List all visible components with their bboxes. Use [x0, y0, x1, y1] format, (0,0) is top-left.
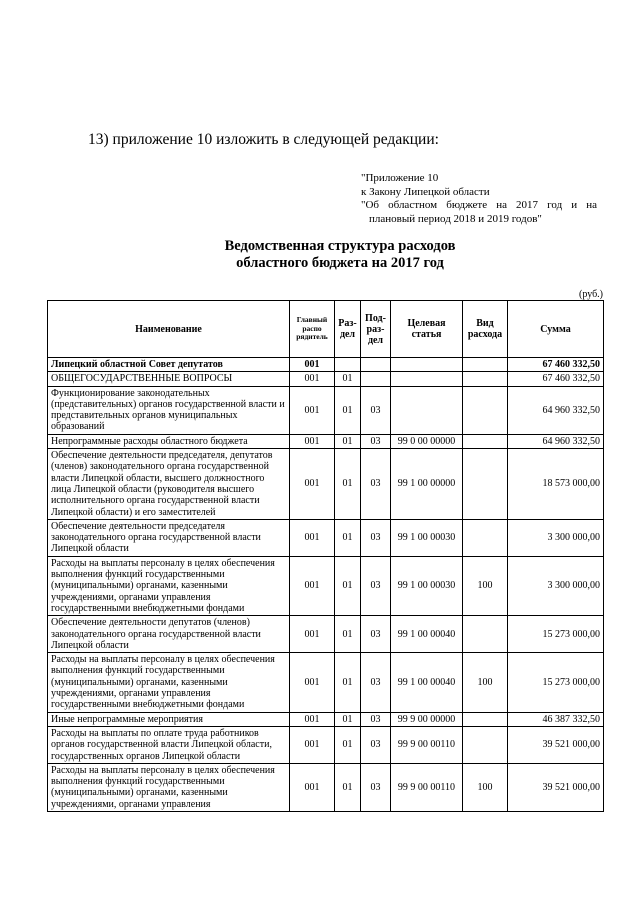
cell-section: 01 — [335, 386, 361, 434]
cell-subsection: 03 — [361, 519, 391, 556]
cell-name: Расходы на выплаты персоналу в целях обеспечения выполнения функций государственными (муниципальными) органами, казенными учреждениями, органами управления — [48, 763, 290, 811]
cell-article — [391, 358, 463, 372]
cell-name: Расходы на выплаты персоналу в целях обеспечения выполнения функций государственными (муниципальными) органами, казенными учреждениями, органами управления государственными внебюджетными фондами — [48, 556, 290, 615]
cell-expense-type: 100 — [463, 763, 508, 811]
document-title — [150, 238, 530, 272]
cell-article: 99 1 00 00040 — [391, 616, 463, 653]
table-row — [48, 616, 604, 653]
title-line-2: областного бюджета на 2017 год — [236, 255, 444, 271]
cell-subsection — [361, 372, 391, 386]
table-row — [48, 386, 604, 434]
cell-sum: 3 300 000,00 — [508, 556, 604, 615]
cell-subsection — [361, 358, 391, 372]
cell-article: 99 0 00 00000 — [391, 434, 463, 448]
cell-name: Липецкий областной Совет депутатов — [48, 358, 290, 372]
cell-name: Обеспечение деятельности депутатов (членов) законодательного органа государственной власти Липецкой области — [48, 616, 290, 653]
cell-sum: 15 273 000,00 — [508, 616, 604, 653]
cell-name: Иные непрограммные мероприятия — [48, 712, 290, 726]
table-header-row — [48, 301, 604, 358]
cell-sum: 46 387 332,50 — [508, 712, 604, 726]
cell-name: Обеспечение деятельности председателя, депутатов (членов) законодательного органа государственной власти Липецкой области, высшего должностного лица Липецкой области (руководителя высшего исполнительного органа государственной власти Липецкой области) и его заместителей — [48, 449, 290, 520]
cell-expense-type — [463, 434, 508, 448]
cell-sum: 67 460 332,50 — [508, 372, 604, 386]
cell-sum: 64 960 332,50 — [508, 434, 604, 448]
cell-manager: 001 — [290, 386, 335, 434]
cell-article: 99 1 00 00040 — [391, 653, 463, 712]
cell-expense-type — [463, 449, 508, 520]
cell-section: 01 — [335, 653, 361, 712]
cell-subsection: 03 — [361, 449, 391, 520]
cell-article: 99 9 00 00000 — [391, 712, 463, 726]
cell-subsection: 03 — [361, 556, 391, 615]
cell-expense-type — [463, 519, 508, 556]
cell-subsection: 03 — [361, 726, 391, 763]
cell-section: 01 — [335, 556, 361, 615]
header-expense-type: Вид расхода — [463, 301, 508, 358]
cell-sum: 39 521 000,00 — [508, 726, 604, 763]
cell-manager: 001 — [290, 358, 335, 372]
cell-sum: 15 273 000,00 — [508, 653, 604, 712]
table-row — [48, 763, 604, 811]
cell-name: Расходы на выплаты по оплате труда работников органов государственной власти Липецкой области, государственных органов Липецкой области — [48, 726, 290, 763]
cell-expense-type — [463, 616, 508, 653]
cell-article — [391, 372, 463, 386]
table-row — [48, 726, 604, 763]
cell-manager: 001 — [290, 653, 335, 712]
appendix-line-1: "Приложение 10 — [361, 172, 439, 184]
cell-sum: 39 521 000,00 — [508, 763, 604, 811]
table-row — [48, 653, 604, 712]
appendix-line-3: "Об областном бюджете на 2017 год и на — [361, 199, 597, 211]
cell-expense-type — [463, 386, 508, 434]
cell-section — [335, 358, 361, 372]
cell-expense-type — [463, 372, 508, 386]
cell-subsection: 03 — [361, 712, 391, 726]
cell-section: 01 — [335, 519, 361, 556]
cell-manager: 001 — [290, 519, 335, 556]
cell-expense-type — [463, 358, 508, 372]
cell-section: 01 — [335, 712, 361, 726]
cell-name: Функционирование законодательных (представительных) органов государственной власти и представительных органов муниципальных образований — [48, 386, 290, 434]
cell-section: 01 — [335, 372, 361, 386]
cell-expense-type: 100 — [463, 653, 508, 712]
cell-name: ОБЩЕГОСУДАРСТВЕННЫЕ ВОПРОСЫ — [48, 372, 290, 386]
table-row — [48, 358, 604, 372]
cell-expense-type — [463, 726, 508, 763]
amendment-intro: 13) приложение 10 изложить в следующей редакции: — [88, 131, 439, 148]
header-subsection: Под- раз- дел — [361, 301, 391, 358]
cell-expense-type — [463, 712, 508, 726]
cell-article: 99 9 00 00110 — [391, 763, 463, 811]
cell-subsection: 03 — [361, 763, 391, 811]
cell-manager: 001 — [290, 616, 335, 653]
cell-section: 01 — [335, 763, 361, 811]
cell-article: 99 1 00 00030 — [391, 556, 463, 615]
appendix-line-4: плановый период 2018 и 2019 годов" — [369, 212, 542, 225]
table-row — [48, 372, 604, 386]
cell-section: 01 — [335, 726, 361, 763]
cell-sum: 18 573 000,00 — [508, 449, 604, 520]
cell-section: 01 — [335, 449, 361, 520]
cell-manager: 001 — [290, 726, 335, 763]
cell-subsection: 03 — [361, 434, 391, 448]
currency-unit: (руб.) — [579, 289, 603, 300]
header-name: Наименование — [48, 301, 290, 358]
cell-manager: 001 — [290, 449, 335, 520]
cell-subsection: 03 — [361, 616, 391, 653]
cell-name: Расходы на выплаты персоналу в целях обеспечения выполнения функций государственными (муниципальными) органами, казенными учреждениями, органами управления государственными внебюджетными фондами — [48, 653, 290, 712]
cell-subsection: 03 — [361, 386, 391, 434]
cell-manager: 001 — [290, 372, 335, 386]
header-article: Целевая статья — [391, 301, 463, 358]
cell-article: 99 9 00 00110 — [391, 726, 463, 763]
cell-section: 01 — [335, 616, 361, 653]
header-manager: Главный распо рядитель — [290, 301, 335, 358]
cell-sum: 64 960 332,50 — [508, 386, 604, 434]
table-row — [48, 556, 604, 615]
table-row — [48, 712, 604, 726]
budget-table — [47, 300, 604, 812]
cell-section: 01 — [335, 434, 361, 448]
cell-subsection: 03 — [361, 653, 391, 712]
header-section: Раз- дел — [335, 301, 361, 358]
cell-manager: 001 — [290, 434, 335, 448]
cell-manager: 001 — [290, 712, 335, 726]
cell-article — [391, 386, 463, 434]
cell-expense-type: 100 — [463, 556, 508, 615]
cell-article: 99 1 00 00030 — [391, 519, 463, 556]
cell-sum: 67 460 332,50 — [508, 358, 604, 372]
budget-table-body — [48, 358, 604, 812]
title-line-1: Ведомственная структура расходов — [224, 238, 456, 254]
cell-name: Непрограммные расходы областного бюджета — [48, 434, 290, 448]
cell-manager: 001 — [290, 763, 335, 811]
header-sum: Сумма — [508, 301, 604, 358]
appendix-header — [361, 172, 597, 226]
table-row — [48, 434, 604, 448]
cell-manager: 001 — [290, 556, 335, 615]
table-row — [48, 449, 604, 520]
table-row — [48, 519, 604, 556]
cell-name: Обеспечение деятельности председателя законодательного органа государственной власти Липецкой области — [48, 519, 290, 556]
cell-sum: 3 300 000,00 — [508, 519, 604, 556]
cell-article: 99 1 00 00000 — [391, 449, 463, 520]
appendix-line-2: к Закону Липецкой области — [361, 185, 490, 198]
